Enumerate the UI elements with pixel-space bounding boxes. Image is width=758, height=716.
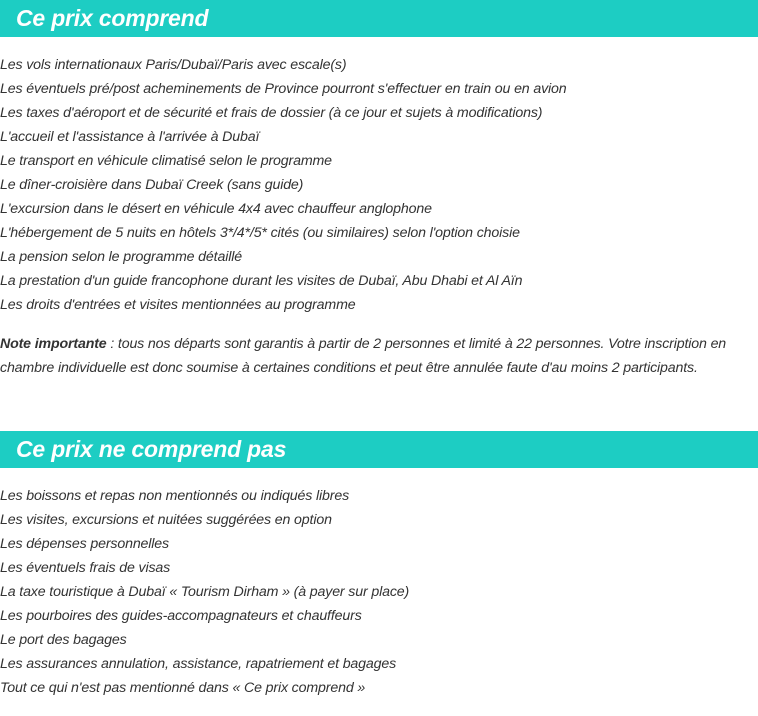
excludes-section-title: Ce prix ne comprend pas xyxy=(16,436,287,462)
includes-list xyxy=(0,53,567,317)
includes-list-item: Les taxes d'aéroport et de sécurité et frais de dossier (à ce jour et sujets à modifications) xyxy=(0,105,543,121)
excludes-list xyxy=(0,484,409,700)
important-note-text: : tous nos départs sont garantis à partir de 2 personnes et limité à 22 personnes. Votre inscription en chambre individuelle est donc soumise à certaines conditions et peut être annulée faute d'au moins 2 participants. xyxy=(0,336,727,376)
important-note-label: Note importante xyxy=(0,336,107,352)
includes-list-item: Le dîner-croisière dans Dubaï Creek (sans guide) xyxy=(0,177,304,193)
includes-list-item: L'accueil et l'assistance à l'arrivée à Dubaï xyxy=(0,129,260,145)
excludes-list-item: Les éventuels frais de visas xyxy=(0,560,171,576)
important-note xyxy=(0,332,756,380)
includes-list-item: Les vols internationaux Paris/Dubaï/Paris avec escale(s) xyxy=(0,57,347,73)
includes-list-item: Les éventuels pré/post acheminements de Province pourront s'effectuer en train ou en avion xyxy=(0,81,567,97)
excludes-list-item: Les assurances annulation, assistance, rapatriement et bagages xyxy=(0,656,397,672)
excludes-list-item: Tout ce qui n'est pas mentionné dans « Ce prix comprend » xyxy=(0,680,366,696)
excludes-section-header xyxy=(0,431,758,468)
includes-list-item: Le transport en véhicule climatisé selon le programme xyxy=(0,153,332,169)
includes-section-header xyxy=(0,0,758,37)
excludes-list-item: La taxe touristique à Dubaï « Tourism Dirham » (à payer sur place) xyxy=(0,584,410,600)
includes-section-title: Ce prix comprend xyxy=(16,5,209,31)
includes-list-item: L'hébergement de 5 nuits en hôtels 3*/4*/5* cités (ou similaires) selon l'option choisie xyxy=(0,225,520,241)
includes-list-item: La pension selon le programme détaillé xyxy=(0,249,242,265)
excludes-list-item: Le port des bagages xyxy=(0,632,127,648)
excludes-list-item: Les visites, excursions et nuitées suggérées en option xyxy=(0,512,332,528)
excludes-list-item: Les dépenses personnelles xyxy=(0,536,169,552)
excludes-list-item: Les pourboires des guides-accompagnateurs et chauffeurs xyxy=(0,608,362,624)
includes-list-item: La prestation d'un guide francophone durant les visites de Dubaï, Abu Dhabi et Al Aïn xyxy=(0,273,523,289)
excludes-list-item: Les boissons et repas non mentionnés ou indiqués libres xyxy=(0,488,350,504)
includes-list-item: L'excursion dans le désert en véhicule 4x4 avec chauffeur anglophone xyxy=(0,201,432,217)
includes-list-item: Les droits d'entrées et visites mentionnées au programme xyxy=(0,297,356,313)
